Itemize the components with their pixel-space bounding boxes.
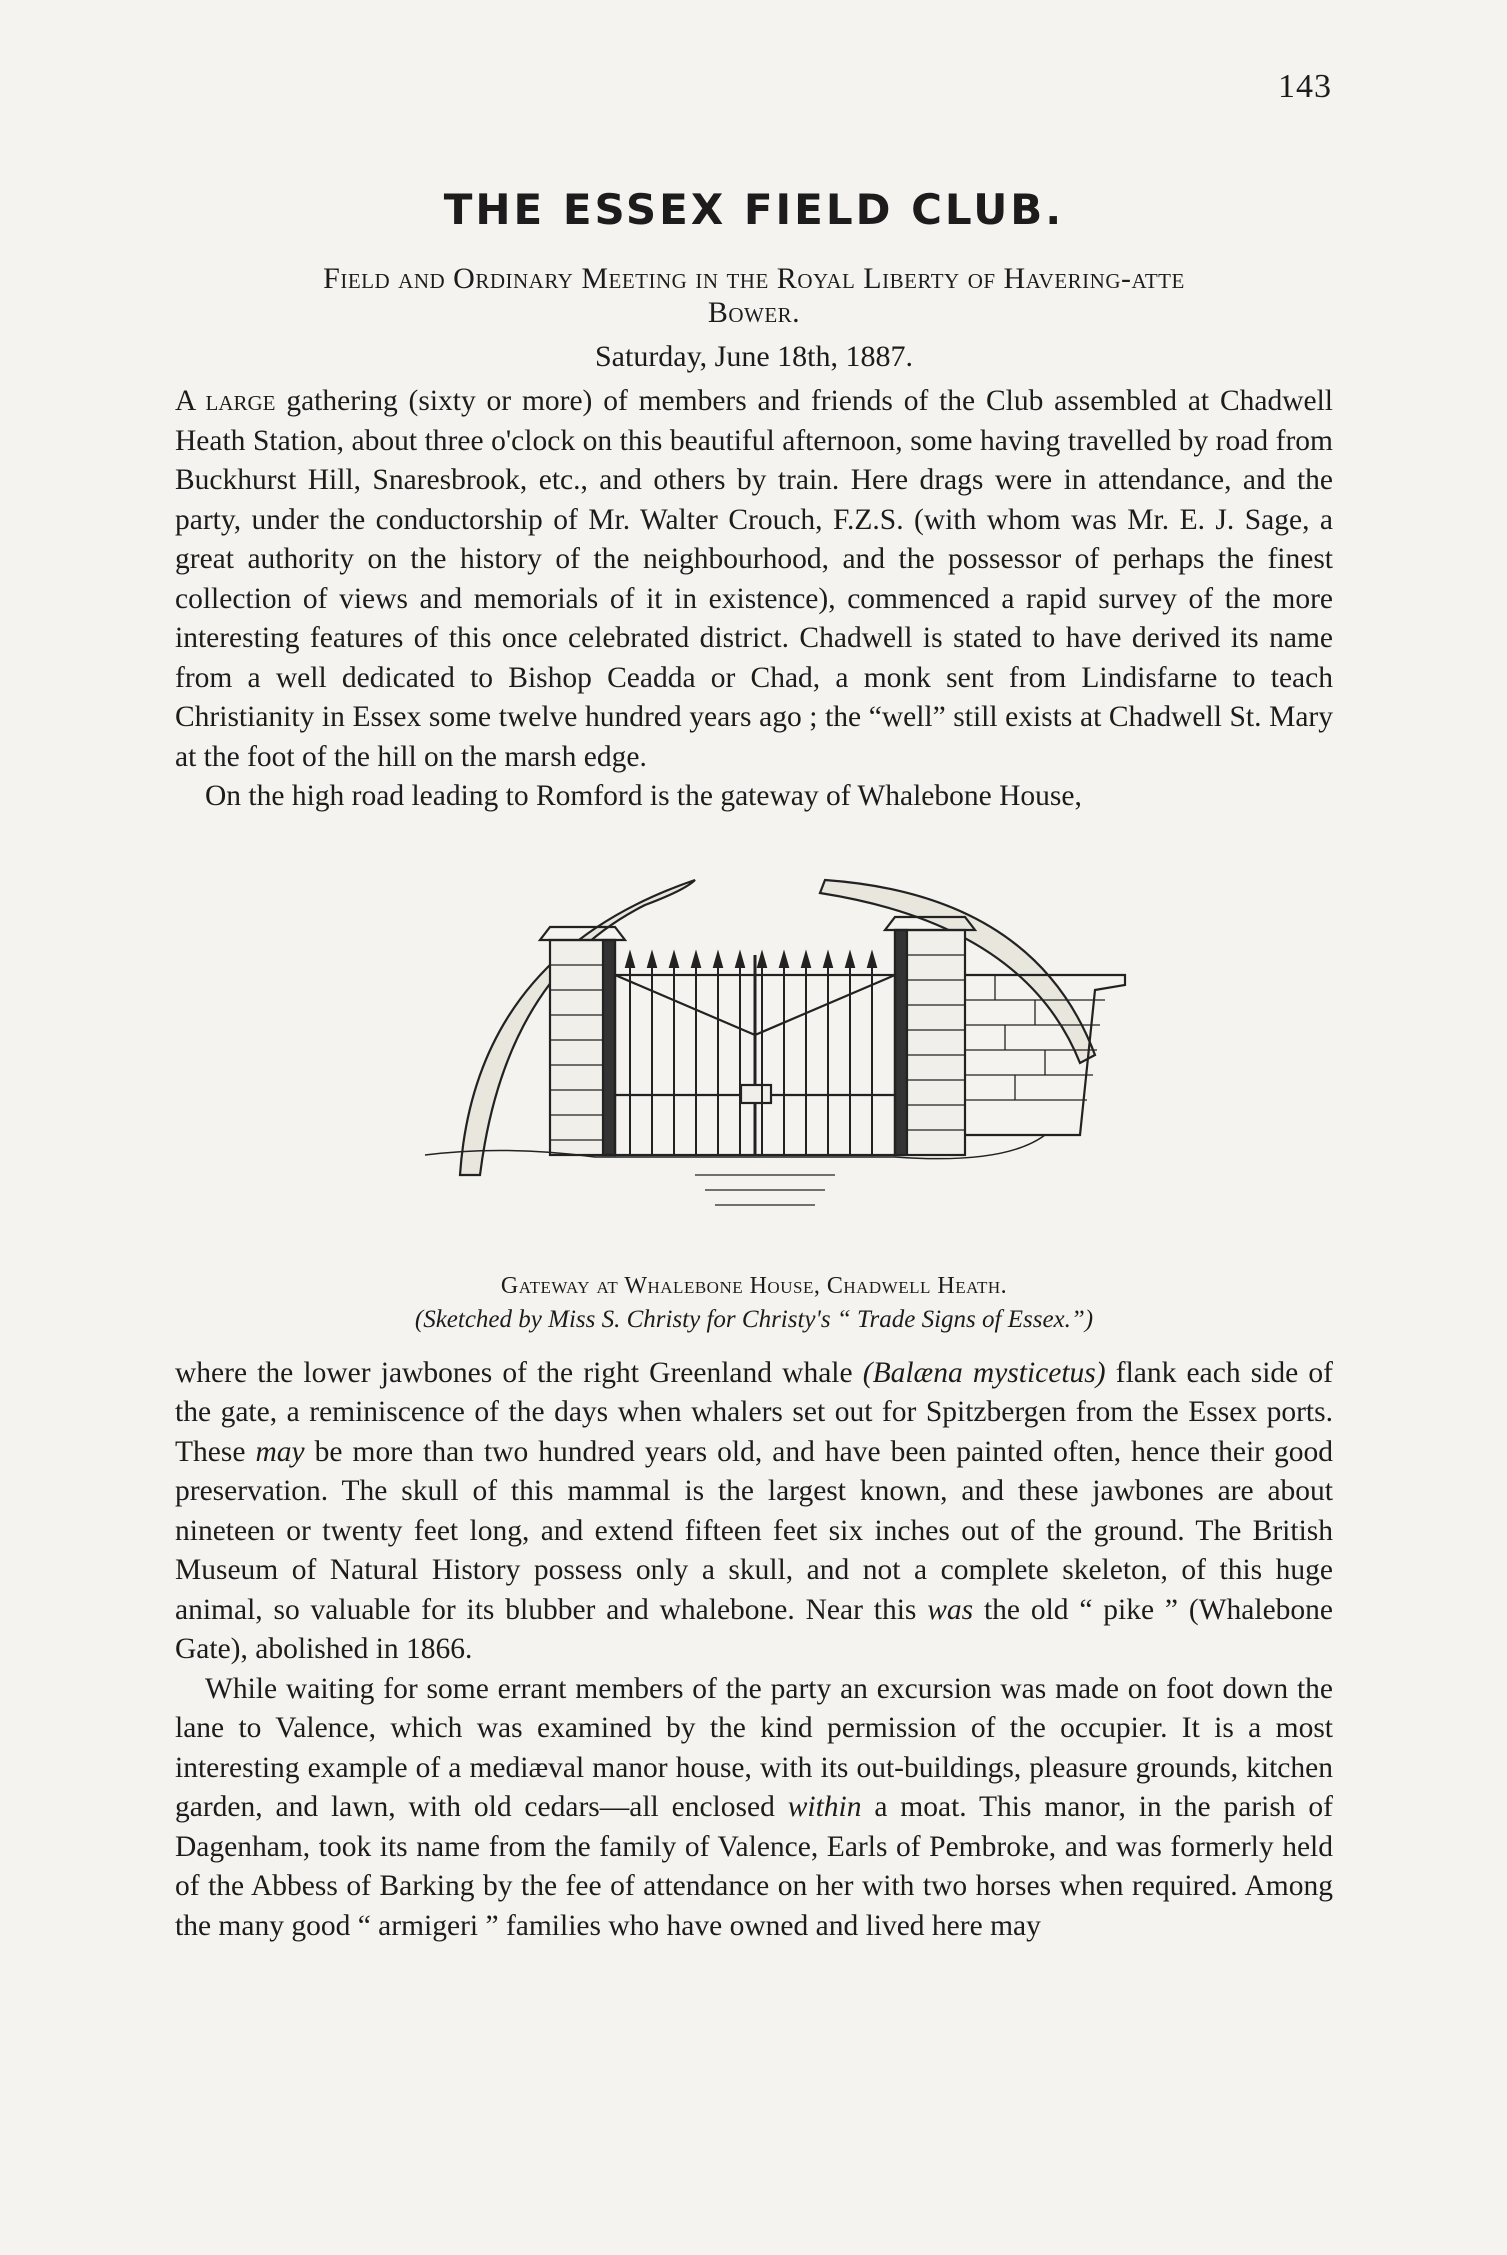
- meeting-subtitle-line1: Field and Ordinary Meeting in the Royal Liberty of Havering-atte: [323, 262, 1185, 295]
- figure-caption: Gateway at Whalebone House, Chadwell Heath.: [500, 1272, 1008, 1299]
- paragraph-1-text: gathering (sixty or more) of members and friends of the Club assembled at Chadwell Heath Station, about three o'clock on this beautiful afternoon, some having travelled by road from Buckhurst Hill, Snaresbrook, etc., and others by train. Here drags were in attendance, and the party, under the conductorship of Mr. Walter Crouch, F.Z.S. (with whom was Mr. E. J. Sage, a great authority on the history of the neighbourhood, and the possessor of perhaps the finest collection of views and memorials of it in existence), commenced a rapid survey of the more interesting features of this once celebrated district. Chadwell is stated to have derived its name from a well dedicated to Bishop Ceadda or Chad, a monk sent from Lindisfarne to teach Christianity in Essex some twelve hundred years ago ; the “well” still exists at Chadwell St. Mary at the foot of the hill on the marsh edge.: [175, 385, 1334, 773]
- paragraph-3-text-a: where the lower jawbones of the right Greenland whale: [175, 1356, 863, 1389]
- page-number: 143: [1278, 68, 1332, 105]
- emphasis-within: within: [787, 1791, 862, 1823]
- paragraph-3: [175, 1354, 1333, 1670]
- paragraph-3-text-b: flank each side of the gate, a reminiscence of the days when whalers set out for Spitzbergen from the Essex ports. These: [175, 1356, 1333, 1468]
- paragraph-4: [175, 1670, 1333, 1947]
- paragraph-3-text-c: be more than two hundred years old, and have been painted often, hence their good preservation. The skull of this mammal is the largest known, and these jawbones are about nineteen or twenty feet long, and extend fifteen feet six inches out of the ground. The British Museum of Natural History possess only a skull, and not a complete skeleton, of this huge animal, so valuable for its blubber and whalebone. Near this: [175, 1435, 1334, 1626]
- gateway-sketch: [175, 835, 1333, 1265]
- paragraph-1: [175, 382, 1333, 777]
- emphasis-was: was: [927, 1593, 974, 1626]
- figure-credit: (Sketched by Miss S. Christy for Christy's “ Trade Signs of Essex.”): [414, 1305, 1094, 1333]
- paragraph-4-text-b: a moat. This manor, in the parish of Dagenham, took its name from the family of Valence, Earls of Pembroke, and was formerly held of the Abbess of Barking by the fee of attendance on her with two horses when required. Among the many good “ armigeri ” families who have owned and lived here may: [175, 1791, 1333, 1942]
- paragraph-3-text-d: the old “ pike ” (Whalebone Gate), abolished in 1866.: [175, 1593, 1334, 1665]
- meeting-subtitle-line2: Bower.: [707, 296, 801, 329]
- article: [175, 185, 1333, 1946]
- emphasis-may: may: [255, 1435, 305, 1468]
- paragraph-4-text-a: While waiting for some errant members of the party an excursion was made on foot down the lane to Valence, which was examined by the kind permission of the occupier. It is a most interesting example of a mediæval manor house, with its out-buildings, pleasure grounds, kitchen garden, and lawn, with old cedars—all enclosed: [175, 1672, 1333, 1823]
- meeting-date: Saturday, June 18th, 1887.: [594, 340, 914, 373]
- paragraph-1-lead: A large: [175, 385, 276, 417]
- gateway-illustration: [175, 835, 1333, 1265]
- species-name: (Balæna mysticetus): [862, 1356, 1106, 1389]
- paragraph-2: On the high road leading to Romford is the gateway of Whalebone House,: [205, 780, 1082, 812]
- article-title: THE ESSEX FIELD CLUB.: [443, 185, 1065, 234]
